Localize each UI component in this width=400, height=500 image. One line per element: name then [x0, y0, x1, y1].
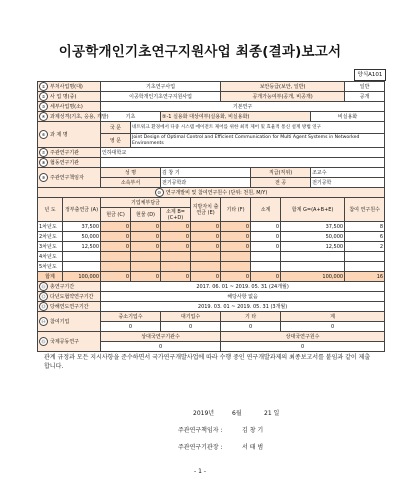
funding-cell-gov: 50,000 [63, 232, 101, 242]
funding-cell-cash [101, 252, 131, 262]
funding-cell-gov [63, 252, 101, 262]
year-period-label: 당해연도연구기간 [50, 304, 89, 310]
sub-program-value: 기본연구 [101, 102, 385, 112]
small-company-label: 중소기업수 [101, 312, 161, 322]
report-title: 이공학개인기초연구지원사업 최종(결과)보고서 [58, 44, 342, 60]
org-sign-name: 서 태 범 [242, 444, 264, 451]
funding-cell-total: 37,500 [281, 222, 345, 232]
funding-cell-staff [345, 252, 385, 262]
funding-cell-staff: 8 [345, 222, 385, 232]
lead-institution-label: 주관연구기관 [50, 150, 79, 156]
funding-cell-cash: 0 [101, 232, 131, 242]
pi-sign-name: 김 창 기 [242, 427, 264, 434]
etc-company-label: 기 타 [221, 312, 281, 322]
funding-cell-sub: 0 [161, 242, 191, 252]
org-sign-label: 주관연구기관장 : [178, 444, 223, 451]
funding-row [38, 242, 385, 252]
submission-note: 관계 규정과 모든 지시사항을 준수하면서 국가연구개발사업에 따라 수행 중인 연구개발과제의 최종보고서를 붙임과 같이 제출 합니다. [44, 354, 371, 370]
coop-institution-label: 협동연구기관 [50, 160, 79, 166]
funding-cell-total [281, 252, 345, 262]
funding-cell-cash: 0 [101, 222, 131, 232]
funding-cell-year: 4차년도 [38, 252, 63, 262]
large-company-label: 대기업수 [161, 312, 221, 322]
pi-sign-label: 주관연구책임자 : [178, 427, 223, 434]
intl-org-value: 0 [101, 342, 221, 352]
security-level-label: 보안등급(보안, 일반) [221, 82, 345, 92]
task-nature-value: 기초 [101, 112, 161, 122]
funding-cell-etc-sub: 0 [251, 232, 281, 242]
funding-cell-inkind: 0 [131, 222, 161, 232]
multi-period-value: 해당사항 없음 [101, 292, 385, 302]
circled-num: ⑪ [39, 282, 48, 291]
funding-cell-etc-sub: 0 [251, 222, 281, 232]
pi-major-label: 전 공 [251, 178, 311, 188]
funding-title: 연구개발비 및 참여연구원수 (단위: 천원, M/Y) [165, 190, 268, 196]
funding-staff-header: 참여 연구원수 [345, 198, 385, 222]
sum-gov: 100,000 [63, 272, 101, 282]
page-number: - 1 - [194, 468, 206, 475]
funding-cell-sub [161, 262, 191, 272]
year-period-value: 2019. 03. 01 ~ 2019. 05. 31 (3개월) [101, 302, 385, 312]
funding-cell-local: 0 [191, 232, 221, 242]
row-task-nature [38, 112, 385, 122]
funding-cell-sub: 0 [161, 232, 191, 242]
practical-value: 비실용화 [311, 112, 385, 122]
funding-cell-local: 0 [191, 222, 221, 232]
coop-institution-value [101, 158, 385, 168]
multi-period-label: 다년도협약연구기간 [50, 294, 94, 300]
sum-staff: 16 [345, 272, 385, 282]
intl-label: 국제공동연구 [50, 339, 79, 345]
sum-local: 0 [191, 272, 221, 282]
circled-num: ⑬ [39, 302, 48, 311]
intl-researcher-label: 상대국연구원수 [221, 332, 385, 342]
funding-etc-header: 기타 (F) [221, 198, 251, 222]
funding-cell-gov: 12,500 [63, 242, 101, 252]
funding-cell-local [191, 252, 221, 262]
circled-num: ② [39, 92, 48, 101]
funding-cell-etc-sub: 0 [251, 242, 281, 252]
row-program-name [38, 92, 385, 102]
funding-total-header: 합계 G=(A+B+E) [281, 198, 345, 222]
funding-row [38, 262, 385, 272]
etc-company-value: 0 [221, 322, 281, 332]
sign-date-month: 6월 [232, 410, 242, 417]
funding-row [38, 222, 385, 232]
pi-dept-label: 소속부서 [101, 178, 161, 188]
sum-sub: 0 [161, 272, 191, 282]
circled-num: ⑥ [39, 130, 48, 139]
large-company-value: 0 [161, 322, 221, 332]
funding-gov-header: 정부출연금 (A) [63, 198, 101, 222]
funding-cell-etc-sub [251, 252, 281, 262]
task-name-kor: 네트워크 환경에서 다중 시스템 에이전트 제어를 위한 최적 제어 및 효율적 통신 설계 방법 연구 [131, 122, 385, 134]
circled-num: ⑮ [39, 337, 48, 346]
funding-cash-header: 현금 (C) [101, 208, 131, 222]
participants-label: 참여기업 [50, 319, 70, 325]
funding-cell-etc: 0 [221, 232, 251, 242]
pi-dept: 전기공학과 [161, 178, 251, 188]
small-company-value: 0 [101, 322, 161, 332]
company-sum-label: 계 [281, 312, 385, 322]
pi-title: 조교수 [311, 168, 385, 178]
funding-cell-cash [101, 262, 131, 272]
public-option-value: 공개 [345, 92, 385, 102]
practical-label: 실용화 대상여부(실용화, 비실용화) [173, 113, 250, 120]
pi-major: 전기공학 [311, 178, 385, 188]
pi-label: 주관연구책임자 [50, 175, 84, 181]
total-period-value: 2017. 06. 01 ~ 2019. 05. 31 (24개월) [101, 282, 385, 292]
funding-company-header: 기업체부담금 [101, 198, 191, 208]
funding-cell-year: 1차년도 [38, 222, 63, 232]
funding-cell-sub: 0 [161, 222, 191, 232]
funding-cell-etc: 0 [221, 222, 251, 232]
funding-cell-staff: 2 [345, 242, 385, 252]
funding-rows [38, 222, 385, 272]
practical-num: ⑤-1 [162, 113, 172, 120]
circled-num: ③ [39, 102, 48, 111]
circled-num: ① [39, 82, 48, 91]
report-form-table [37, 81, 385, 352]
funding-cell-gov [63, 262, 101, 272]
sum-year: 합계 [38, 272, 63, 282]
funding-cell-cash: 0 [101, 242, 131, 252]
funding-cell-year: 3차년도 [38, 242, 63, 252]
intl-researcher-value: 0 [221, 342, 385, 352]
circled-num: ⑧ [39, 158, 48, 167]
form-id-box: 양식A101 [354, 69, 386, 81]
funding-cell-etc [221, 252, 251, 262]
funding-cell-inkind: 0 [131, 242, 161, 252]
ministry-program-label: 부처사업명(대) [50, 84, 83, 90]
task-name-label: 과 제 명 [50, 132, 68, 138]
funding-etc-sub-header: 소계 [251, 198, 281, 222]
kor-tag: 국 문 [101, 122, 131, 134]
total-period-label: 총연구기간 [50, 284, 75, 290]
row-total-period [38, 282, 385, 292]
funding-cell-inkind [131, 252, 161, 262]
sum-inkind: 0 [131, 272, 161, 282]
sign-date-day: 21 일 [264, 410, 280, 417]
funding-cell-etc: 0 [221, 242, 251, 252]
funding-cell-total: 12,500 [281, 242, 345, 252]
row-year-period [38, 302, 385, 312]
funding-cell-etc [221, 262, 251, 272]
pi-name: 김 창 기 [161, 168, 251, 178]
funding-sum-row [38, 272, 385, 282]
circled-num: ⑨ [39, 173, 48, 182]
intl-org-label: 상대국연구기관수 [101, 332, 221, 342]
pi-name-label: 성 명 [101, 168, 161, 178]
task-nature-label: 과제성격(기초, 응용, 개발) [50, 114, 109, 120]
sum-total: 100,000 [281, 272, 345, 282]
funding-cell-local [191, 262, 221, 272]
circled-num: ⑫ [39, 292, 48, 301]
row-intl-head [38, 332, 385, 342]
funding-cell-inkind: 0 [131, 232, 161, 242]
row-coop-institution [38, 158, 385, 168]
row-ministry-program [38, 82, 385, 92]
public-option-label: 공개가능여부(공개, 비공개) [221, 92, 345, 102]
row-funding-title [38, 188, 385, 198]
pi-title-label: 직급(직위) [251, 168, 311, 178]
funding-cell-sub [161, 252, 191, 262]
circled-num: ④ [39, 112, 48, 121]
sign-date-year: 2019년 [193, 410, 215, 417]
row-funding-header-1 [38, 198, 385, 208]
funding-cell-staff: 6 [345, 232, 385, 242]
funding-row [38, 252, 385, 262]
row-pi-1 [38, 168, 385, 178]
funding-cell-year: 2차년도 [38, 232, 63, 242]
row-participants-head [38, 312, 385, 322]
funding-cell-total [281, 262, 345, 272]
funding-cell-etc-sub [251, 262, 281, 272]
row-lead-institution [38, 148, 385, 158]
circled-num: ⑦ [39, 148, 48, 157]
funding-cell-inkind [131, 262, 161, 272]
row-multi-period [38, 292, 385, 302]
funding-inkind-header: 현물 (D) [131, 208, 161, 222]
funding-local-header: 지방자치 출연금 (E) [191, 198, 221, 222]
funding-row [38, 232, 385, 242]
row-sub-program [38, 102, 385, 112]
row-task-name-kor [38, 122, 385, 134]
circled-num: ⑩ [155, 188, 164, 197]
ministry-program-value: 기초연구사업 [101, 82, 221, 92]
company-sum-value: 0 [281, 322, 385, 332]
funding-cell-local: 0 [191, 242, 221, 252]
program-name-value: 이공학개인기초연구지원사업 [101, 92, 221, 102]
lead-institution-value: 인하대학교 [101, 148, 385, 158]
sum-cash: 0 [101, 272, 131, 282]
sum-etc-sub: 0 [251, 272, 281, 282]
funding-year-header: 년 도 [38, 198, 63, 222]
program-name-label: 사 업 명(중) [50, 94, 77, 100]
funding-cell-gov: 37,500 [63, 222, 101, 232]
funding-cell-staff [345, 262, 385, 272]
funding-cell-total: 50,000 [281, 232, 345, 242]
task-name-eng: Joint Design of Optimal Control and Efficient Communication for Multi Agent Systems in Networked Environments [131, 134, 385, 148]
eng-tag: 영 문 [101, 134, 131, 148]
sub-program-label: 세부사업명(소) [50, 104, 83, 110]
funding-cell-year: 5차년도 [38, 262, 63, 272]
security-level-value: 일반 [345, 82, 385, 92]
sum-etc: 0 [221, 272, 251, 282]
circled-num: ⑭ [39, 317, 48, 326]
funding-sub-header: 소계 B=(C+D) [161, 208, 191, 222]
